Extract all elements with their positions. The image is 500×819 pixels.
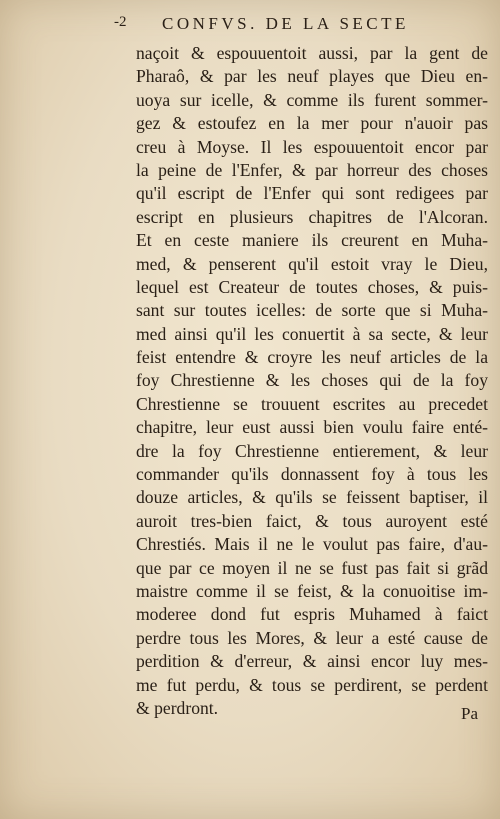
text-line: escript en plusieurs chapitres de l'Alcoran. xyxy=(136,206,488,227)
text-line: perdition & d'erreur, & ainsi encor luy mes- xyxy=(136,651,488,672)
text-line: auroit tres-bien faict, & tous auroyent esté xyxy=(136,510,488,531)
text-line: Chrestiés. Mais il ne le voulut pas faire, d'au- xyxy=(136,534,488,555)
body-text xyxy=(136,42,488,720)
text-line: sant sur toutes icelles: de sorte que si Muha- xyxy=(136,300,488,321)
text-line: Et en ceste maniere ils creurent en Muha- xyxy=(136,230,488,251)
text-line: perdre tous les Mores, & leur a esté cause de xyxy=(136,627,488,648)
catchword: Pa xyxy=(461,704,478,723)
text-line: me fut perdu, & tous se perdirent, se perdent xyxy=(136,674,488,695)
text-line: foy Chrestienne & les choses qui de la foy xyxy=(136,370,488,391)
text-line: feist entendre & croyre les neuf articles de la xyxy=(136,347,488,368)
running-head xyxy=(0,10,500,40)
text-line: lequel est Createur de toutes choses, & puis- xyxy=(136,276,488,297)
text-line: dre la foy Chrestienne entierement, & leur xyxy=(136,440,488,461)
text-line: qu'il escript de l'Enfer qui sont redigees par xyxy=(136,183,488,204)
text-line: gez & estoufez en la mer pour n'auoir pas xyxy=(136,113,488,134)
text-line: med ainsi qu'il les conuertit à sa secte, & leur xyxy=(136,323,488,344)
text-line: naçoit & espouuentoit aussi, par la gent de xyxy=(136,43,488,63)
page-number: -2 xyxy=(114,14,127,30)
text-line: uoya sur icelle, & comme ils furent sommer- xyxy=(136,89,488,110)
text-line: & perdront. xyxy=(136,697,219,718)
text-line: la peine de l'Enfer, & par horreur des choses xyxy=(136,159,488,180)
text-line: douze articles, & qu'ils se feissent baptiser, il xyxy=(136,487,488,508)
text-line: commander qu'ils donnassent foy à tous les xyxy=(136,464,488,485)
text-line: moderee dond fut espris Muhamed à faict xyxy=(136,604,488,625)
running-title: CONFVS. DE LA SECTE xyxy=(162,14,409,33)
text-line: Chrestienne se trouuent escrites au precedet xyxy=(136,393,488,414)
text-line: Pharaô, & par les neuf playes que Dieu en- xyxy=(136,66,488,87)
text-line: que par ce moyen il ne se fust pas fait si grãd xyxy=(136,557,488,578)
text-line: chapitre, leur eust aussi bien voulu faire enté- xyxy=(136,417,488,438)
text-line: maistre comme il se feist, & la conuoitise im- xyxy=(136,580,488,601)
text-line: med, & penserent qu'il estoit vray le Dieu, xyxy=(136,253,488,274)
text-line: creu à Moyse. Il les espouuentoit encor par xyxy=(136,136,488,157)
